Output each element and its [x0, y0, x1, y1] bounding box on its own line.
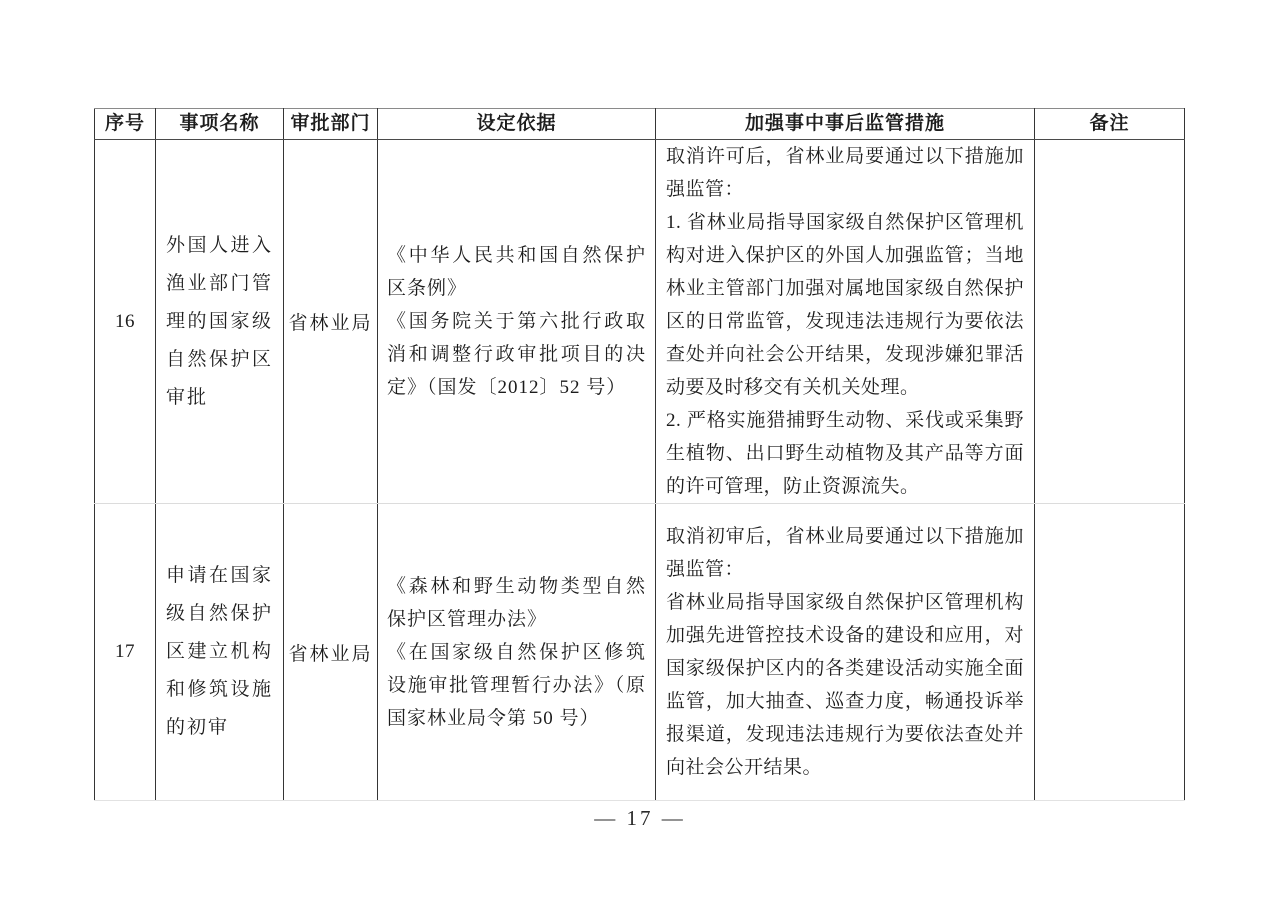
- measures-paragraph: 取消许可后，省林业局要通过以下措施加强监管：: [666, 146, 1024, 200]
- cell-basis: [378, 140, 656, 504]
- cell-department: 省林业局: [284, 140, 378, 504]
- basis-paragraph: 《在国家级自然保护区修筑设施审批管理暂行办法》（原国家林业局令第 50 号）: [387, 641, 646, 729]
- table-row-16: [95, 140, 1185, 504]
- cell-seq: 16: [95, 140, 156, 504]
- cell-remark: [1035, 504, 1185, 801]
- col-header-seq: 序号: [95, 109, 156, 140]
- cell-item-name: 申请在国家级自然保护区建立机构和修筑设施的初审: [156, 504, 284, 801]
- table-header-row: [95, 109, 1185, 140]
- cell-seq: 17: [95, 504, 156, 801]
- col-header-measures: 加强事中事后监管措施: [656, 109, 1035, 140]
- col-header-item-name: 事项名称: [156, 109, 284, 140]
- cell-item-name: 外国人进入渔业部门管理的国家级自然保护区审批: [156, 140, 284, 504]
- col-header-basis: 设定依据: [378, 109, 656, 140]
- page-number: — 17 —: [594, 806, 686, 830]
- col-header-remark: 备注: [1035, 109, 1185, 140]
- measures-paragraph: 2. 严格实施猎捕野生动物、采伐或采集野生植物、出口野生动植物及其产品等方面的许可管理，防止资源流失。: [666, 410, 1024, 497]
- table-row-17: [95, 504, 1185, 801]
- basis-paragraph: 《森林和野生动物类型自然保护区管理办法》: [387, 575, 646, 630]
- basis-paragraph: 《国务院关于第六批行政取消和调整行政审批项目的决定》（国发〔2012〕52 号）: [387, 311, 646, 398]
- cell-department: 省林业局: [284, 504, 378, 801]
- cell-remark: [1035, 140, 1185, 504]
- basis-paragraph: 《中华人民共和国自然保护区条例》: [387, 245, 646, 299]
- measures-paragraph: 1. 省林业局指导国家级自然保护区管理机构对进入保护区的外国人加强监管；当地林业主管部门加强对属地国家级自然保护区的日常监管，发现违法违规行为要依法查处并向社会公开结果，发现涉嫌犯罪活动要及时移交有关机关处理。: [666, 212, 1024, 398]
- regulation-items-table: [94, 108, 1185, 801]
- cell-measures: [656, 504, 1035, 801]
- col-header-department: 审批部门: [284, 109, 378, 140]
- cell-basis: [378, 504, 656, 801]
- measures-paragraph: 取消初审后，省林业局要通过以下措施加强监管：: [666, 526, 1024, 580]
- cell-measures: [656, 140, 1035, 504]
- measures-paragraph: 省林业局指导国家级自然保护区管理机构加强先进管控技术设备的建设和应用，对国家级保护区内的各类建设活动实施全面监管，加大抽查、巡查力度，畅通投诉举报渠道，发现违法违规行为要依法查处并向社会公开结果。: [666, 592, 1024, 778]
